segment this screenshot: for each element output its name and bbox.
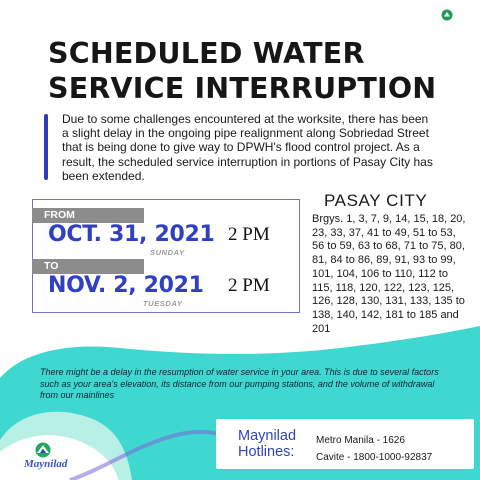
from-label: FROM — [32, 208, 144, 223]
city-name: PASAY CITY — [324, 191, 428, 210]
to-time: 2 PM — [228, 275, 270, 296]
to-date: NOV. 2, 2021 — [48, 273, 204, 298]
maynilad-logo-text: Maynilad — [24, 458, 68, 470]
title-line-2: SERVICE INTERRUPTION — [48, 72, 437, 105]
hotline-label — [238, 428, 296, 460]
from-time: 2 PM — [228, 224, 270, 245]
hotline-numbers — [316, 432, 432, 466]
to-day: TUESDAY — [143, 299, 183, 308]
hotline-metro-manila[interactable]: Metro Manila - 1626 — [316, 435, 405, 446]
title-line-1: SCHEDULED WATER — [48, 37, 365, 70]
barangay-list: Brgys. 1, 3, 7, 9, 14, 15, 18, 20, 23, 33, 37, 41 to 49, 51 to 53, 56 to 59, 63 to 68, 71 to 75, 80, 81, 84 to 86, 89, 91, 93 to 99, 101, 104, 106 to 110, 112 to 115, 118, 120, 122, 123, 125, 126, 128, 130, 131, 133, 135 to 138, 140, 142, 181 to 185 and 201 — [312, 213, 466, 335]
hotline-label-line-2: Hotlines: — [238, 444, 295, 460]
hotline-label-line-1: Maynilad — [238, 428, 297, 444]
intro-paragraph: Due to some challenges encountered at the worksite, there has been a slight delay in the ongoing pipe realignment along Sobriedad Street that is being done to give way to DPWH's flood control project. As a result, the scheduled service interruption in portions of Pasay City has been extended. — [62, 112, 433, 183]
from-date: OCT. 31, 2021 — [48, 222, 215, 247]
hotline-cavite[interactable]: Cavite - 1800-1000-92837 — [316, 452, 433, 463]
to-label: TO — [32, 259, 144, 274]
from-day: SUNDAY — [150, 248, 185, 257]
delay-note: There might be a delay in the resumption of water service in your area. This is due to several factors such as your area's elevation, its distance from our pumping stations, and the volume of withdrawal from our mainlines — [40, 367, 439, 400]
maynilad-droplet-icon — [33, 442, 53, 458]
